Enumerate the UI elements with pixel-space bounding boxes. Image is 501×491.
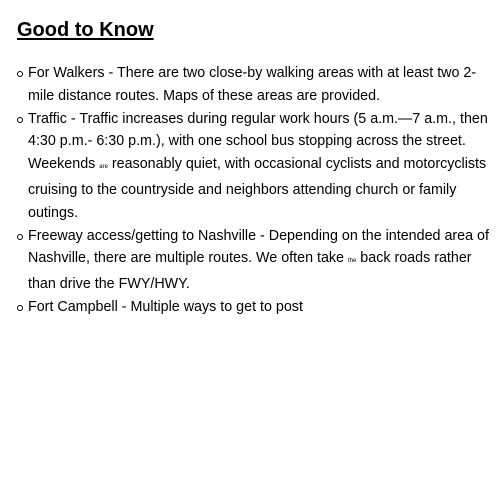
freeway-text-small-word: the [347, 258, 357, 265]
traffic-text-small-word: are [99, 164, 108, 171]
info-list [0, 62, 501, 319]
list-item-freeway [0, 225, 501, 296]
hollow-bullet-icon [17, 117, 23, 123]
hollow-bullet-icon [17, 71, 23, 77]
hollow-bullet-icon [17, 234, 23, 240]
freeway-text-part-1: Freeway access/getting to Nashville - Depending on the intended area of Nashville, there are multiple routes. We often take [28, 227, 489, 267]
list-item-traffic [0, 108, 501, 225]
list-item-walkers [0, 62, 501, 108]
traffic-text-part-1: Traffic - Traffic increases during regular work hours (5 a.m.—7 a.m., then 4:30 p.m.- 6:30 p.m.), with one school bus stopping across the street. Weekends [28, 110, 488, 173]
walkers-text: For Walkers - There are two close-by walking areas with at least two 2-mile distance routes. Maps of these areas are provided. [28, 65, 477, 104]
page-title: Good to Know [17, 19, 154, 41]
hollow-bullet-icon [17, 305, 23, 311]
freeway-text-part-2: back roads rather than drive the FWY/HWY. [28, 250, 472, 293]
list-item-fort-campbell [0, 296, 501, 319]
traffic-text-part-2: reasonably quiet, with occasional cyclists and motorcyclists cruising to the countryside and neighbors attending church or family outings. [28, 156, 487, 221]
fort-campbell-text: Fort Campbell - Multiple ways to get to post [28, 298, 303, 315]
